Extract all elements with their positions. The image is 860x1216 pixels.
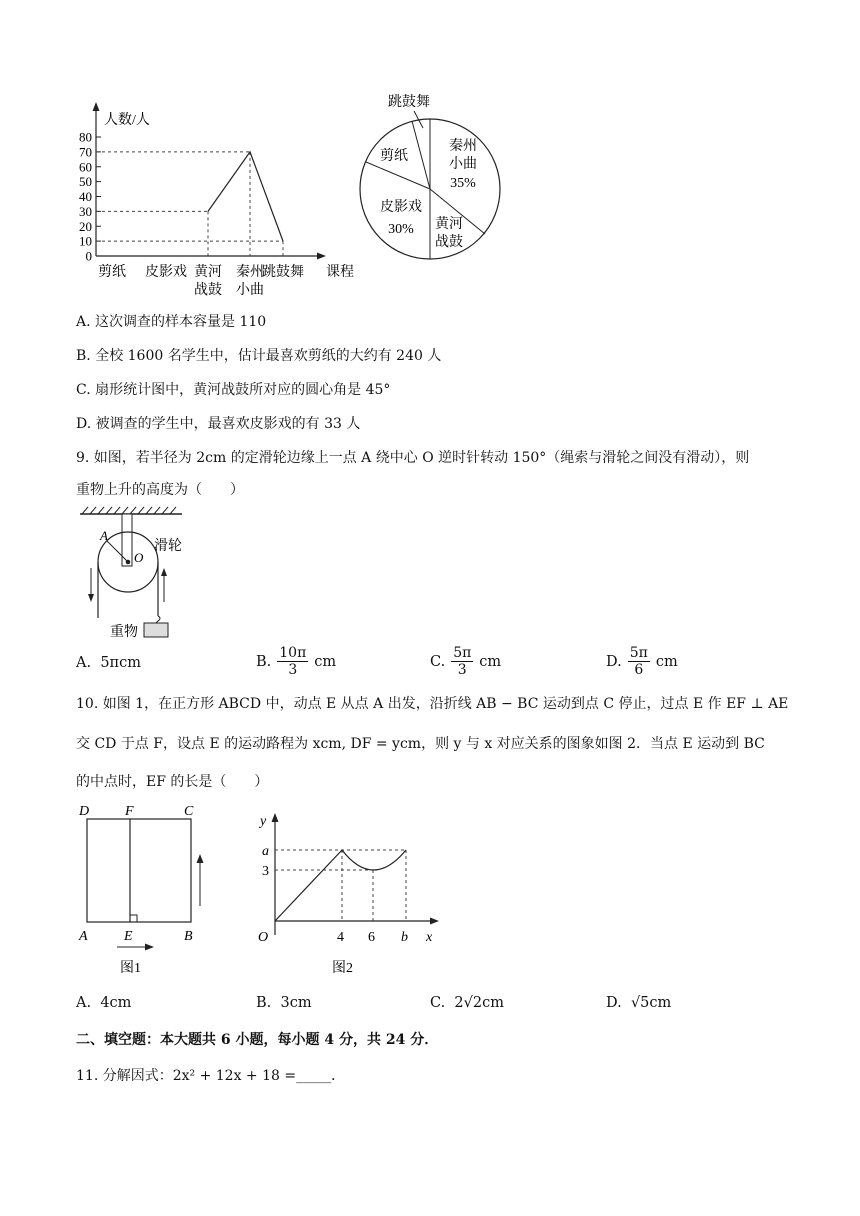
- y-tick-label: 0: [85, 248, 92, 264]
- tick-6: 6: [368, 930, 375, 945]
- q10-stem-line2: 交 CD 于点 F，设点 E 的运动路程为 xcm, DF = ycm，则 y 与 x 对应关系的图象如图 2．当点 E 运动到 BC: [76, 736, 765, 752]
- x-axis-label: 课程: [326, 265, 354, 280]
- series-line: [208, 152, 283, 241]
- y-tick-label: 20: [79, 218, 92, 234]
- pie-divider: [412, 121, 430, 189]
- q10-option-b[interactable]: B. 3cm: [256, 995, 312, 1011]
- q10-option-c[interactable]: C. 2√2cm: [430, 995, 504, 1011]
- x-tick-label: 黄河: [194, 265, 222, 280]
- pulley-figure: [74, 506, 190, 642]
- q10-stem-line3: 的中点时，EF 的长是（ ）: [76, 774, 269, 790]
- y-tick-label: 80: [79, 129, 92, 145]
- origin-O: O: [258, 930, 269, 945]
- point-F: F: [125, 804, 134, 819]
- axis-y: y: [260, 814, 267, 829]
- point-D: D: [79, 804, 90, 819]
- square-figure: [74, 800, 224, 980]
- fig1-caption: 图1: [120, 961, 141, 976]
- svg-text:小曲: 小曲: [449, 157, 477, 172]
- x-tick-label: 战鼓: [194, 283, 222, 298]
- q9-stem-line1: 9. 如图，若半径为 2cm 的定滑轮边缘上一点 A 绕中心 O 逆时针转动 150°（绳索与滑轮之间没有滑动），则: [76, 450, 750, 466]
- q10-option-a[interactable]: A. 4cm: [76, 995, 132, 1011]
- pie-slice-piying: [380, 198, 422, 237]
- q9-option-a[interactable]: A. 5πcm: [76, 655, 141, 671]
- x-tick-label: 剪纸: [98, 265, 126, 280]
- svg-text:黄河: 黄河: [435, 217, 463, 232]
- label-pulley: 滑轮: [154, 539, 182, 554]
- point-A: A: [79, 929, 88, 944]
- pie-divider: [366, 162, 430, 189]
- x-tick-label: 秦州: [236, 265, 264, 280]
- q11-stem: 11. 分解因式：2x² + 12x + 18 =_____．: [76, 1068, 346, 1084]
- line-chart: [70, 100, 370, 305]
- point-A: A: [100, 528, 108, 543]
- y-tick-label: 70: [79, 144, 92, 160]
- point-B: B: [184, 929, 193, 944]
- point-C: C: [184, 804, 194, 819]
- label-weight: 重物: [110, 625, 138, 640]
- x-tick-label: 小曲: [236, 283, 264, 298]
- pie-slice-huanghe: [435, 216, 463, 250]
- point-E: E: [124, 929, 133, 944]
- q9-option-d[interactable]: D. $\frac{5\pi}{6}$ cm: [606, 645, 678, 678]
- y-tick-label: 30: [79, 203, 92, 219]
- axis-x: x: [426, 930, 433, 945]
- y-tick-label: 40: [79, 189, 92, 204]
- point-O: O: [134, 550, 144, 565]
- q9-option-b[interactable]: B. $\frac{10\pi}{3}$ cm: [256, 645, 337, 678]
- pie-chart: [355, 88, 515, 268]
- pie-slice-jianzhi: [380, 148, 408, 164]
- q9-option-c[interactable]: C. $\frac{5\pi}{3}$ cm: [430, 645, 502, 678]
- x-tick-label: 跳鼓舞: [262, 265, 304, 280]
- section-heading: 二、填空题：本大题共 6 小题，每小题 4 分，共 24 分．: [76, 1032, 439, 1048]
- pie-label-tiaogu: 跳鼓舞: [388, 95, 430, 110]
- svg-text:战鼓: 战鼓: [435, 235, 463, 250]
- q8-option-d[interactable]: D. 被调查的学生中，最喜欢皮影戏的有 33 人: [76, 416, 361, 432]
- q8-option-c[interactable]: C. 扇形统计图中，黄河战鼓所对应的圆心角是 45°: [76, 382, 391, 398]
- y-axis-label: 人数/人: [104, 113, 150, 128]
- svg-text:30%: 30%: [388, 222, 414, 237]
- graph-figure: [240, 805, 450, 980]
- tick-3: 3: [262, 864, 269, 879]
- y-tick-label: 60: [79, 159, 92, 175]
- tick-a: a: [262, 844, 269, 859]
- fig2-caption: 图2: [332, 961, 353, 976]
- q10-stem-line1: 10. 如图 1，在正方形 ABCD 中，动点 E 从点 A 出发，沿折线 AB − BC 运动到点 C 停止，过点 E 作 EF ⊥ AE: [76, 696, 789, 712]
- q8-option-b[interactable]: B. 全校 1600 名学生中，估计最喜欢剪纸的大约有 240 人: [76, 348, 442, 364]
- svg-text:皮影戏: 皮影戏: [380, 200, 422, 215]
- svg-text:35%: 35%: [450, 176, 476, 191]
- y-tick-label: 50: [79, 174, 92, 190]
- pie-slice-qinzhou: [449, 138, 477, 191]
- svg-text:秦州: 秦州: [449, 139, 477, 154]
- tick-4: 4: [337, 930, 344, 945]
- svg-text:剪纸: 剪纸: [380, 149, 408, 164]
- q10-option-d[interactable]: D. √5cm: [606, 995, 672, 1011]
- tick-b: b: [401, 930, 408, 945]
- q9-stem-line2: 重物上升的高度为（ ）: [76, 482, 244, 498]
- y-tick-label: 10: [79, 233, 92, 249]
- x-tick-label: 皮影戏: [145, 265, 187, 280]
- q8-option-a[interactable]: A. 这次调查的样本容量是 110: [76, 314, 267, 330]
